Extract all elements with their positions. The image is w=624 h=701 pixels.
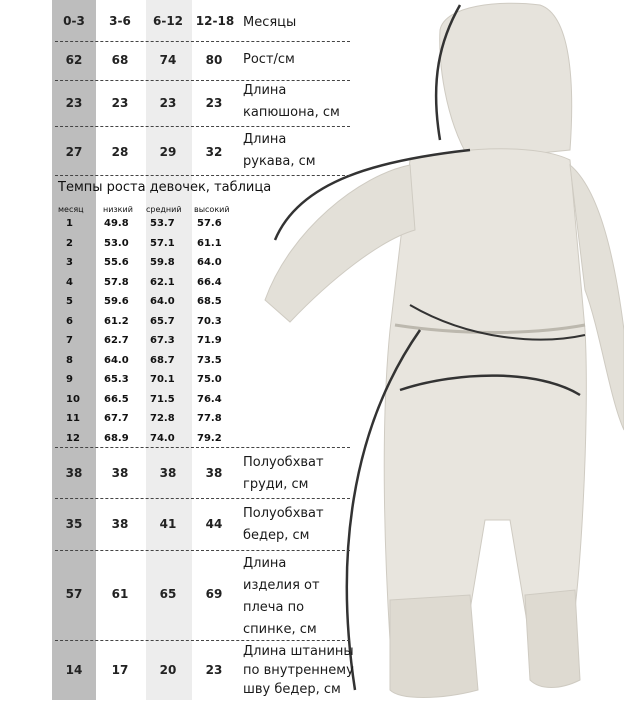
sleeve-cell-2: 29 xyxy=(159,145,177,159)
growth-cell: 10 xyxy=(66,393,80,405)
growth-cell: 66.4 xyxy=(197,276,222,288)
growth-cell: 57.1 xyxy=(150,237,175,249)
hood-cell-3: 23 xyxy=(205,96,223,110)
growth-cell: 77.8 xyxy=(197,413,222,424)
sleeve-label-line-1: Длина xyxy=(243,132,287,147)
growth-cell: 61.2 xyxy=(104,315,129,327)
growth-cell: 68.7 xyxy=(150,354,175,366)
hood-label-line-1: Длина xyxy=(243,83,287,98)
size-header-0: 0-3 xyxy=(63,14,85,28)
sleeve-cell-1: 28 xyxy=(111,145,129,159)
divider xyxy=(55,126,350,127)
inseam-label-line-1: Длина штанины xyxy=(243,644,354,659)
growth-cell: 2 xyxy=(66,237,73,249)
inseam-label-line-2: по внутреннему xyxy=(243,663,354,678)
hood-cell-0: 23 xyxy=(65,96,83,110)
growth-cell: 53.7 xyxy=(150,218,175,229)
sleeve-label-line-2: рукава, см xyxy=(243,154,316,169)
growth-cell: 1 xyxy=(66,218,73,229)
growth-cell: 59.6 xyxy=(104,296,129,307)
hips-cell-2: 41 xyxy=(159,517,177,531)
length-cell-2: 65 xyxy=(159,587,177,601)
growth-cell: 5 xyxy=(66,296,73,307)
growth-cell: 6 xyxy=(66,315,73,327)
growth-table-title: Темпы роста девочек, таблица xyxy=(58,180,272,195)
growth-cell: 9 xyxy=(66,374,73,385)
growth-cell: 3 xyxy=(66,257,73,268)
growth-cell: 68.9 xyxy=(104,432,129,444)
length-label-line-3: плеча по xyxy=(243,600,305,615)
sleeve-cell-3: 32 xyxy=(205,145,223,159)
length-label-line-2: изделия от xyxy=(243,578,320,593)
header-label: Месяцы xyxy=(243,15,297,30)
growth-cell: 76.4 xyxy=(197,393,222,405)
growth-cell: 75.0 xyxy=(197,374,222,385)
growth-cell: 11 xyxy=(66,413,80,424)
growth-cell: 7 xyxy=(66,335,73,346)
length-cell-3: 69 xyxy=(205,587,223,601)
divider xyxy=(55,447,350,448)
growth-cell: 57.8 xyxy=(104,276,129,288)
size-header-1: 3-6 xyxy=(109,14,131,28)
hood-label-line-2: капюшона, см xyxy=(243,105,340,120)
growth-cell: 62.7 xyxy=(104,335,129,346)
chest-label-line-1: Полуобхват xyxy=(243,455,324,470)
hips-cell-1: 38 xyxy=(111,517,129,531)
divider xyxy=(55,550,350,551)
chest-cell-1: 38 xyxy=(111,466,129,480)
length-label-line-1: Длина xyxy=(243,556,287,571)
growth-cell: 59.8 xyxy=(150,257,175,268)
hips-label-line-1: Полуобхват xyxy=(243,506,324,521)
length-cell-1: 61 xyxy=(111,587,129,601)
size-header-3: 12-18 xyxy=(195,14,235,28)
inseam-cell-3: 23 xyxy=(205,663,223,677)
growth-cell: 67.7 xyxy=(104,413,129,424)
growth-header-month: месяц xyxy=(58,205,84,214)
growth-cell: 4 xyxy=(66,276,73,288)
length-cell-0: 57 xyxy=(65,587,83,601)
growth-cell: 65.3 xyxy=(104,374,129,385)
divider xyxy=(55,498,350,499)
growth-cell: 12 xyxy=(66,432,80,444)
growth-cell: 8 xyxy=(66,354,73,366)
hips-label-line-2: бедер, см xyxy=(243,528,310,543)
growth-cell: 49.8 xyxy=(104,218,129,229)
length-label-line-4: спинке, см xyxy=(243,622,317,637)
height-cell-1: 68 xyxy=(111,53,129,67)
chest-cell-2: 38 xyxy=(159,466,177,480)
growth-cell: 57.6 xyxy=(197,218,222,229)
growth-cell: 68.5 xyxy=(197,296,222,307)
growth-cell: 71.5 xyxy=(150,393,175,405)
inseam-label-line-3: шву бедер, см xyxy=(243,682,341,697)
divider xyxy=(55,175,350,176)
divider xyxy=(55,41,350,42)
hips-cell-0: 35 xyxy=(65,517,83,531)
growth-header-high: высокий xyxy=(194,205,230,214)
growth-cell: 71.9 xyxy=(197,335,222,346)
growth-cell: 64.0 xyxy=(197,257,222,268)
growth-cell: 79.2 xyxy=(197,432,222,444)
growth-cell: 53.0 xyxy=(104,237,129,249)
hips-cell-3: 44 xyxy=(205,517,223,531)
growth-cell: 70.1 xyxy=(150,374,175,385)
height-cell-3: 80 xyxy=(205,53,223,67)
growth-cell: 66.5 xyxy=(104,393,129,405)
inseam-cell-2: 20 xyxy=(159,663,177,677)
size-header-2: 6-12 xyxy=(152,14,184,28)
hood-cell-1: 23 xyxy=(111,96,129,110)
growth-cell: 64.0 xyxy=(150,296,175,307)
chest-cell-3: 38 xyxy=(205,466,223,480)
growth-cell: 67.3 xyxy=(150,335,175,346)
growth-cell: 65.7 xyxy=(150,315,175,327)
growth-cell: 64.0 xyxy=(104,354,129,366)
height-label: Рост/см xyxy=(243,52,295,67)
growth-cell: 74.0 xyxy=(150,432,175,444)
inseam-cell-0: 14 xyxy=(65,663,83,677)
growth-header-mid: средний xyxy=(146,205,182,214)
growth-cell: 72.8 xyxy=(150,413,175,424)
growth-cell: 55.6 xyxy=(104,257,129,268)
hood-cell-2: 23 xyxy=(159,96,177,110)
growth-cell: 62.1 xyxy=(150,276,175,288)
height-cell-0: 62 xyxy=(65,53,83,67)
divider xyxy=(55,80,350,81)
chest-label-line-2: груди, см xyxy=(243,477,309,492)
growth-cell: 70.3 xyxy=(197,315,222,327)
sleeve-cell-0: 27 xyxy=(65,145,83,159)
growth-cell: 73.5 xyxy=(197,354,222,366)
height-cell-2: 74 xyxy=(159,53,177,67)
chest-cell-0: 38 xyxy=(65,466,83,480)
growth-cell: 61.1 xyxy=(197,237,222,249)
inseam-cell-1: 17 xyxy=(111,663,129,677)
growth-header-low: низкий xyxy=(103,205,133,214)
